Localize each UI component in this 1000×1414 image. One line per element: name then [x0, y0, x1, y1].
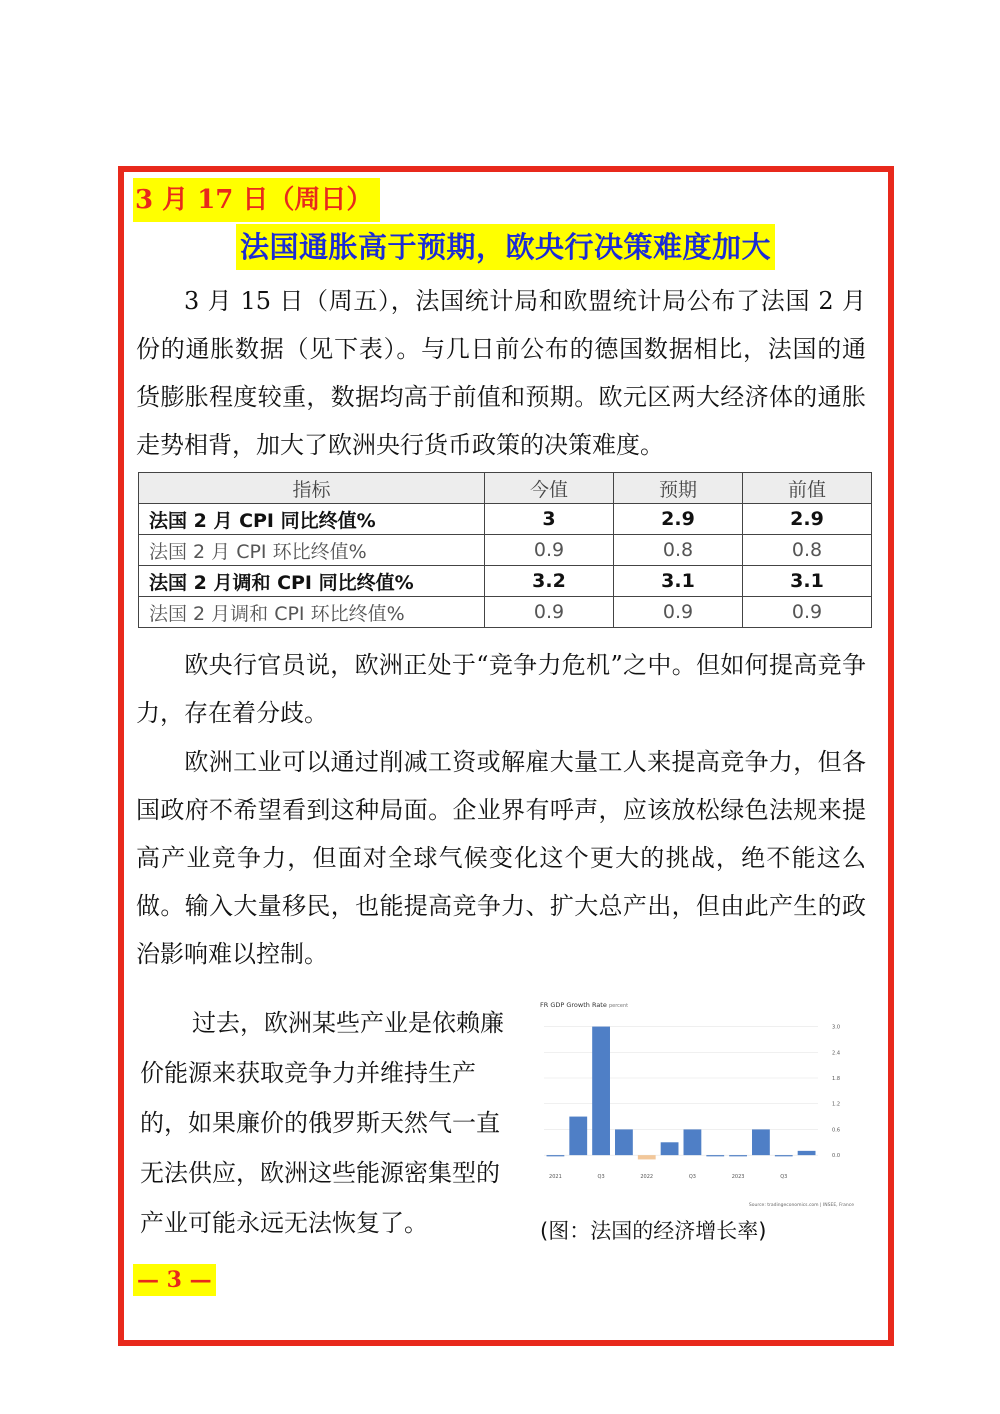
header-indicator: 指标	[139, 473, 485, 504]
table-row	[139, 597, 872, 628]
row-now: 3.2	[485, 566, 614, 597]
paragraph-2-text: 欧央行官员说，欧洲正处于“竞争力危机”之中。但如何提高竞争力，存在着分歧。	[136, 651, 866, 727]
chart-x-tick-label: Q3	[780, 1174, 788, 1180]
header-previous: 前值	[743, 473, 872, 504]
chart-y-tick-label: 1.2	[832, 1101, 840, 1108]
chart-bar	[547, 1155, 565, 1156]
row-expected: 3.1	[614, 566, 743, 597]
table-header-row	[139, 473, 872, 504]
chart-bar	[661, 1142, 679, 1155]
paragraph-3	[136, 738, 866, 978]
table-row	[139, 504, 872, 535]
chart-bar	[684, 1129, 702, 1155]
chart-x-tick-label: Q3	[688, 1174, 696, 1180]
inflation-table	[138, 472, 872, 628]
paragraph-4	[140, 998, 520, 1248]
row-now: 0.9	[485, 535, 614, 566]
chart-y-tick-label: 2.4	[832, 1050, 840, 1057]
row-name: 法国 2 月调和 CPI 环比终值%	[139, 597, 485, 628]
paragraph-1	[136, 277, 866, 469]
paragraph-4-text: 过去，欧洲某些产业是依赖廉价能源来获取竞争力并维持生产的，如果廉价的俄罗斯天然气一直无法供应，欧洲这些能源密集型的产业可能永远无法恢复了。	[140, 1009, 504, 1237]
date-tag: 3 月 17 日（周日）	[133, 178, 380, 222]
chart-title: FR GDP Growth Rate percent	[540, 1001, 629, 1009]
chart-bar	[638, 1155, 656, 1159]
chart-y-tick-label: 0.6	[832, 1127, 840, 1134]
headline: 法国通胀高于预期，欧央行决策难度加大	[236, 224, 775, 270]
row-previous: 0.8	[743, 535, 872, 566]
chart-x-tick-label: Q3	[597, 1174, 605, 1180]
page-number: — 3 —	[133, 1264, 216, 1296]
chart-bar	[569, 1117, 587, 1156]
chart-x-tick-label: 2021	[549, 1174, 562, 1180]
row-now: 3	[485, 504, 614, 535]
row-name: 法国 2 月 CPI 同比终值%	[139, 504, 485, 535]
row-expected: 2.9	[614, 504, 743, 535]
chart-source: Source: tradingeconomics.com | INSEE, France	[748, 1203, 854, 1208]
row-name: 法国 2 月 CPI 环比终值%	[139, 535, 485, 566]
chart-bar	[729, 1155, 747, 1156]
row-name: 法国 2 月调和 CPI 同比终值%	[139, 566, 485, 597]
table-row	[139, 566, 872, 597]
chart-bar	[615, 1129, 633, 1155]
chart-y-tick-label: 1.8	[832, 1076, 840, 1082]
paragraph-2	[136, 641, 866, 737]
row-now: 0.9	[485, 597, 614, 628]
chart-caption: (图：法国的经济增长率)	[540, 1219, 767, 1243]
row-expected: 0.8	[614, 535, 743, 566]
gdp-growth-chart	[536, 996, 862, 1210]
chart-x-tick-label: 2023	[731, 1174, 745, 1180]
paragraph-1-text: 3 月 15 日（周五），法国统计局和欧盟统计局公布了法国 2 月份的通胀数据（见下表）。与几日前公布的德国数据相比，法国的通货膨胀程度较重，数据均高于前值和预期。欧元区两大经济体的通胀走势相背，加大了欧洲央行货币政策的决策难度。	[136, 287, 866, 459]
row-previous: 2.9	[743, 504, 872, 535]
chart-y-tick-label: 3.0	[832, 1024, 840, 1031]
row-previous: 0.9	[743, 597, 872, 628]
table-row	[139, 535, 872, 566]
chart-y-tick-label: 0.0	[832, 1153, 840, 1160]
gdp-chart-svg	[536, 996, 862, 1210]
chart-bar	[706, 1155, 724, 1156]
row-previous: 3.1	[743, 566, 872, 597]
chart-bar	[752, 1129, 770, 1155]
paragraph-3-text: 欧洲工业可以通过削减工资或解雇大量工人来提高竞争力，但各国政府不希望看到这种局面。企业界有呼声，应该放松绿色法规来提高产业竞争力，但面对全球气候变化这个更大的挑战，绝不能这么做。输入大量移民，也能提高竞争力、扩大总产出，但由此产生的政治影响难以控制。	[136, 748, 866, 968]
chart-x-tick-label: 2022	[640, 1174, 654, 1180]
chart-bar	[775, 1155, 793, 1156]
chart-bar	[592, 1027, 610, 1156]
header-expected: 预期	[614, 473, 743, 504]
chart-bar	[798, 1151, 816, 1155]
header-now: 今值	[485, 473, 614, 504]
row-expected: 0.9	[614, 597, 743, 628]
